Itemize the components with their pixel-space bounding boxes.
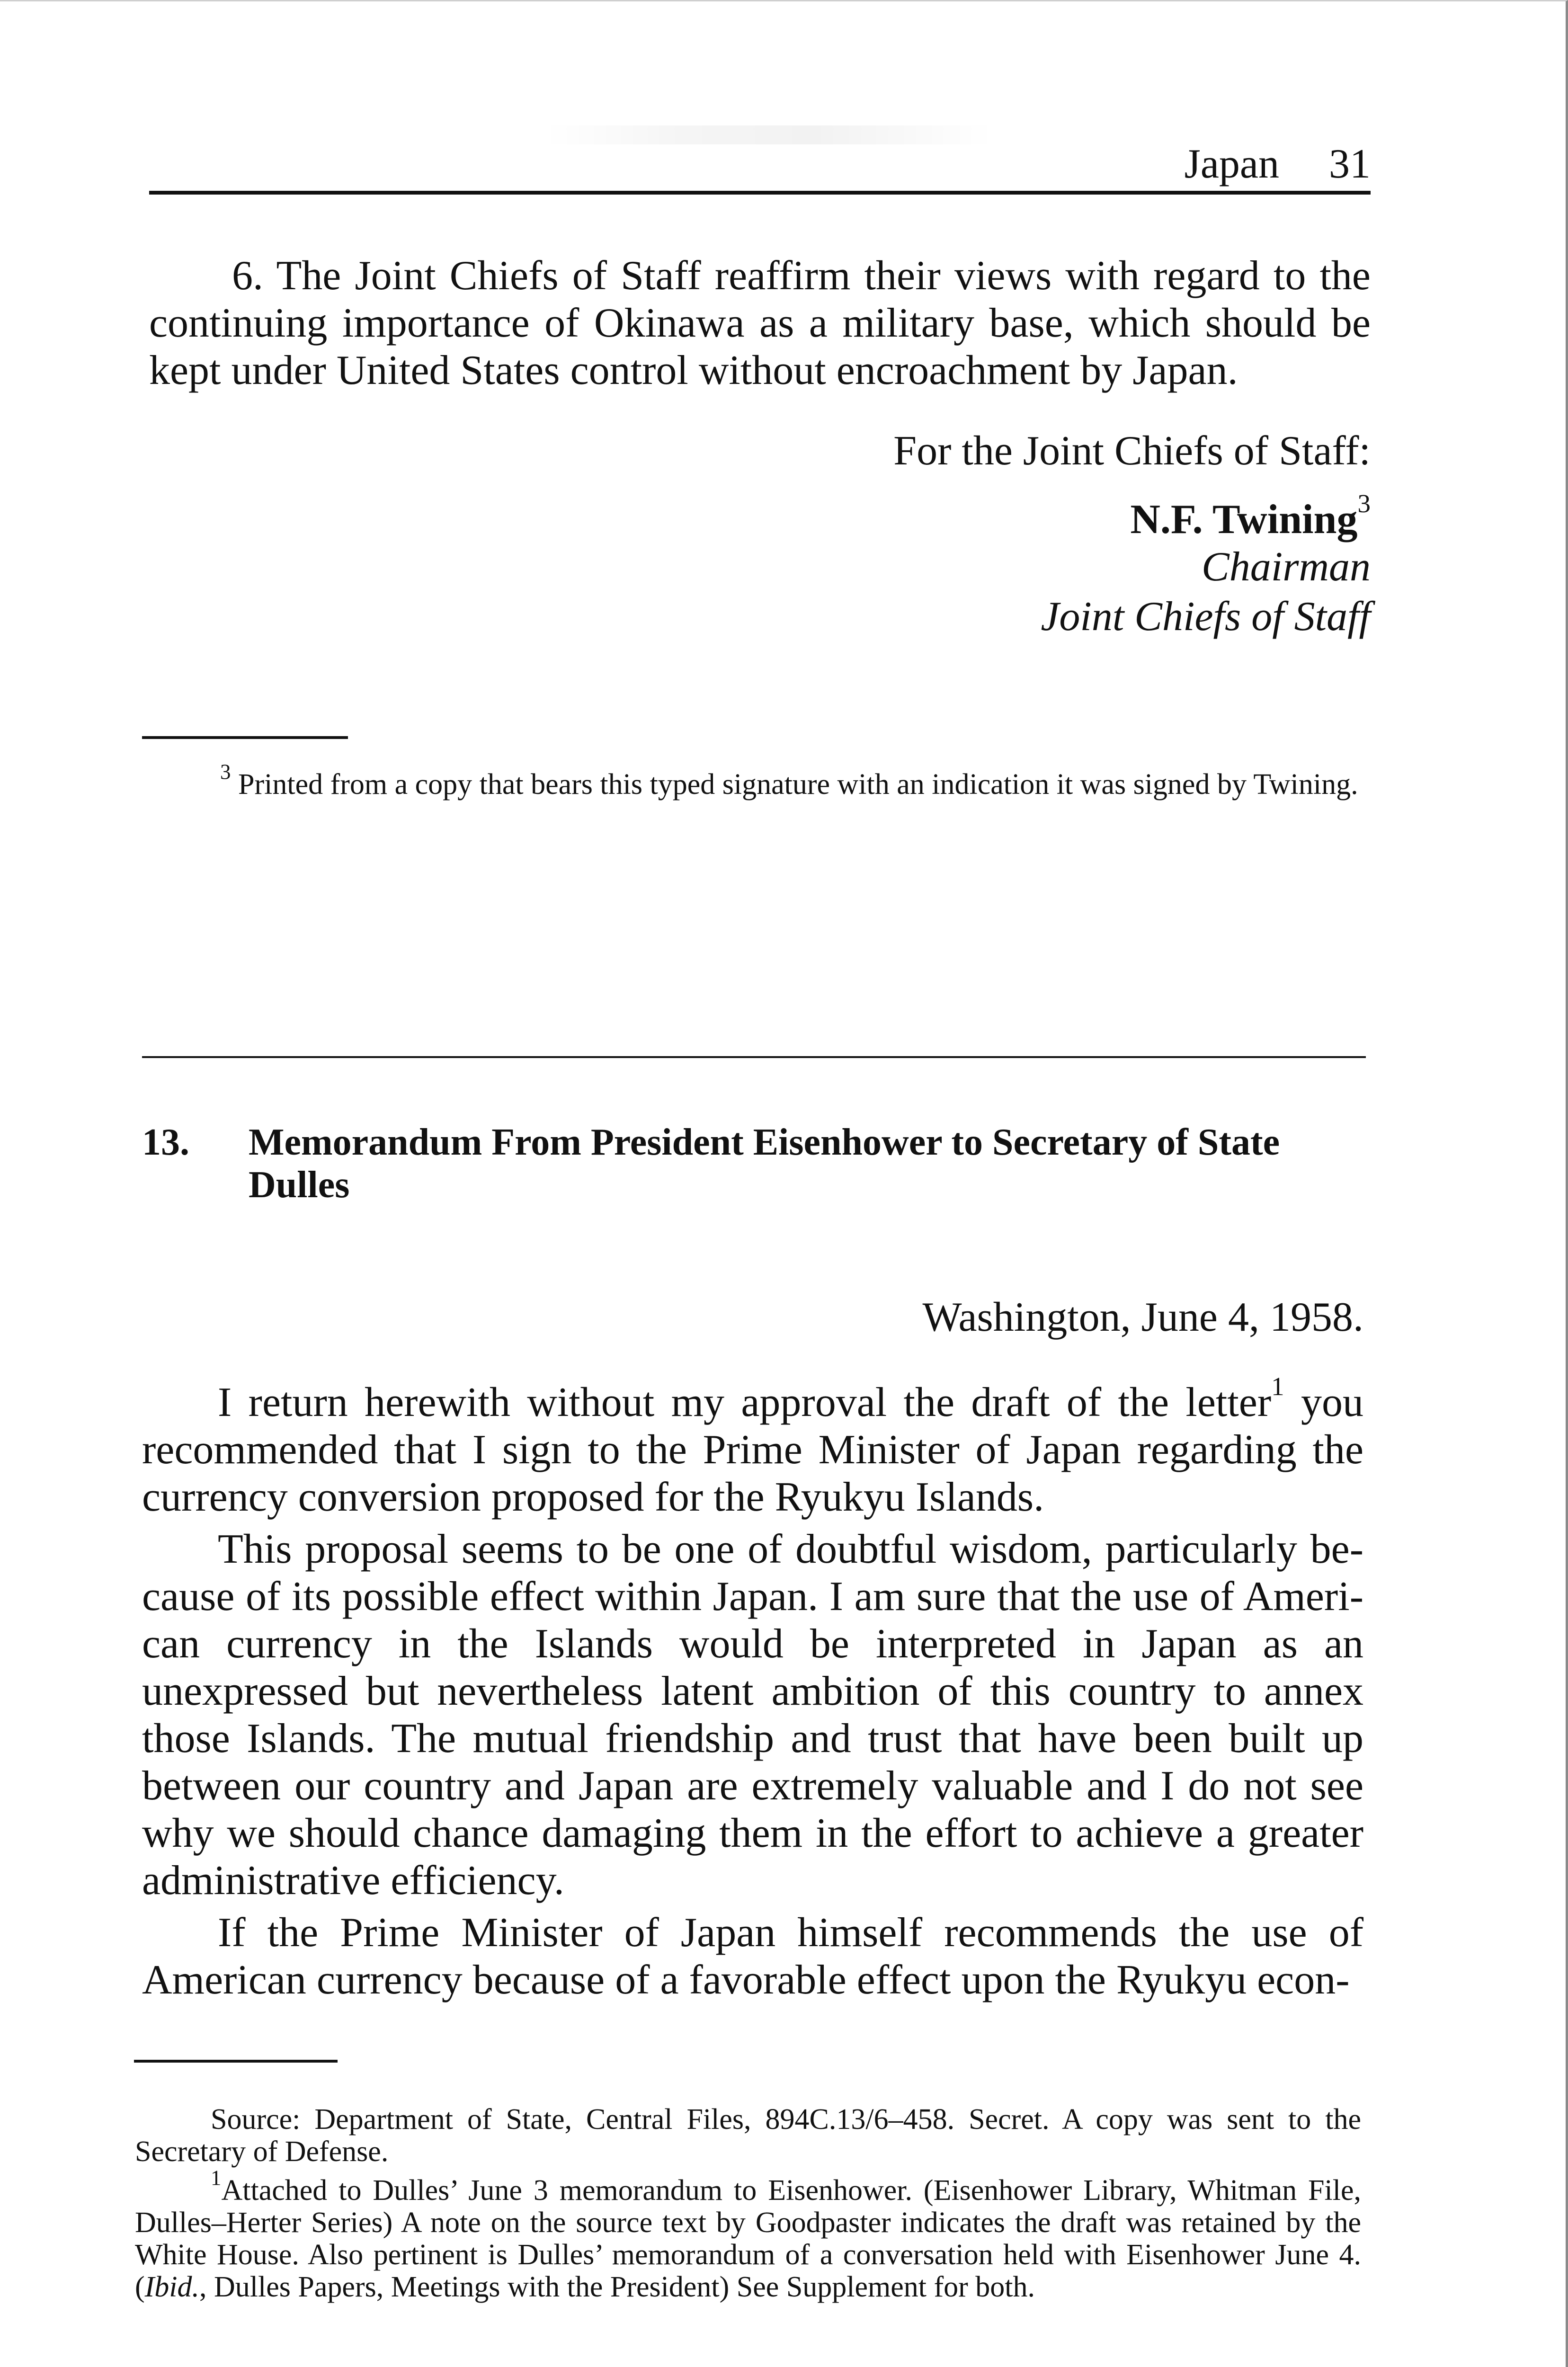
body-paragraph-1: [142, 1372, 1363, 1521]
footnote-rule-top: [142, 736, 348, 739]
page-number: 31: [1329, 141, 1371, 187]
signature-title: Chairman: [1202, 544, 1371, 590]
body-p1-text-b: you recommended that I sign to the Prime Minister of Japan regarding the currency conversion proposed for the Ryukyu Islands.: [142, 1379, 1363, 1520]
running-header: [149, 136, 1371, 195]
source-note: Source: Department of State, Central Files, 894C.13/6–458. Secret. A copy was sent to the Secretary of Defense.: [135, 2103, 1361, 2168]
signature-footnote-marker: 3: [1357, 489, 1371, 518]
header-text: [1185, 143, 1371, 185]
body-paragraph-2: This proposal seems to be one of doubtful wisdom, particularly because of its possible effect within Japan. I am sure that the use of American currency in the Islands would be interpreted in Japan as an unexpressed but nevertheless latent ambition of this country to annex those Islands. The mutual friendship and trust that have been built up between our country and Japan are extremely valuable and I do not see why we should chance damaging them in the effort to achieve a greater administrative efficiency.: [142, 1526, 1363, 1904]
signature-name-line: [757, 489, 1371, 543]
signature-org: Joint Chiefs of Staff: [1041, 594, 1371, 640]
document-separator: [142, 1056, 1366, 1058]
header-section: Japan: [1184, 141, 1279, 187]
signature-name: N.F. Twining: [1130, 497, 1358, 543]
body-p1-text-a: I return herewith without my approval the draft of the letter: [218, 1379, 1272, 1425]
paragraph-6: 6. The Joint Chiefs of Staff reaffirm their views with regard to the continuing importance of Okinawa as a military base, which should be kept under United States control without encroachment by Japan.: [149, 253, 1371, 393]
footnote-3: [142, 760, 1366, 801]
footnote-1-text-b: , Dulles Papers, Meetings with the President) See Supplement for both.: [199, 2271, 1035, 2303]
body-p1-footnote-marker: 1: [1271, 1372, 1284, 1401]
footnote-3-marker: 3: [220, 760, 231, 784]
place-date: Washington, June 4, 1958.: [922, 1294, 1363, 1340]
footnote-1: [135, 2166, 1361, 2303]
footnote-1-ibid: Ibid.: [144, 2271, 200, 2303]
document-number: 13.: [142, 1121, 189, 1163]
footnote-3-text: Printed from a copy that bears this typed signature with an indication it was signed by Twining.: [238, 768, 1358, 801]
footnote-1-text-a: Attached to Dulles’ June 3 memorandum to Eisenhower. (Eisenhower Library, Whitman File, Dulles–Herter Series) A note on the source text by Goodpaster indicates the draft was retained by the White House. Also pertinent is Dulles’ memorandum of a conversation held with Eisenhower June 4. (: [135, 2174, 1361, 2303]
footnote-1-marker: 1: [211, 2166, 222, 2190]
document-title: Memorandum From President Eisenhower to Secretary of State Dulles: [249, 1121, 1280, 1206]
footnote-rule-bottom: [134, 2060, 338, 2063]
signature-for-line: For the Joint Chiefs of Staff:: [893, 428, 1371, 474]
body-paragraph-3: If the Prime Minister of Japan himself recommends the use of American currency because of a favorable effect upon the Ryukyu econ-: [142, 1910, 1363, 2003]
